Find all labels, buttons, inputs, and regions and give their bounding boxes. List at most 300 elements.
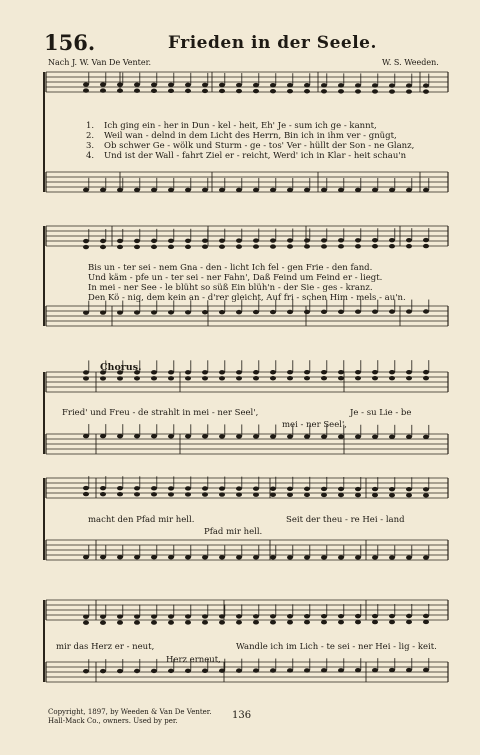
note-head — [134, 492, 140, 496]
note-head — [117, 669, 123, 673]
note-head — [406, 435, 412, 439]
note-head — [83, 376, 89, 380]
note-head — [423, 614, 429, 618]
note-head — [134, 486, 140, 490]
note-head — [168, 486, 174, 490]
note-head — [253, 376, 259, 380]
note-head — [321, 555, 327, 559]
note-head — [202, 370, 208, 374]
note-head — [117, 434, 123, 438]
note-head — [134, 239, 140, 243]
note-head — [372, 83, 378, 87]
note-head — [423, 620, 429, 624]
note-head — [355, 555, 361, 559]
note-head — [134, 188, 140, 192]
note-head — [372, 487, 378, 491]
note-head — [168, 492, 174, 496]
note-head — [151, 370, 157, 374]
note-head — [287, 83, 293, 87]
note-head — [151, 620, 157, 624]
note-head — [406, 620, 412, 624]
note-head — [134, 245, 140, 249]
note-head — [100, 310, 106, 314]
note-head — [134, 620, 140, 624]
note-head — [83, 486, 89, 490]
note-head — [287, 310, 293, 314]
note-head — [304, 376, 310, 380]
note-head — [338, 83, 344, 87]
note-head — [236, 555, 242, 559]
note-head — [304, 188, 310, 192]
note-head — [304, 434, 310, 438]
lyricist-credit: Nach J. W. Van De Venter. — [48, 58, 152, 67]
note-head — [83, 555, 89, 559]
verse-4-line-2: Den Kö - nig, dem kein an - d'rer gleicht, Auf fri - schen Him - mels - au'n. — [88, 293, 406, 303]
note-head — [321, 493, 327, 497]
note-head — [406, 83, 412, 87]
note-head — [219, 244, 225, 248]
note-head — [168, 188, 174, 192]
note-head — [151, 486, 157, 490]
note-head — [185, 434, 191, 438]
note-head — [338, 89, 344, 93]
note-head — [168, 83, 174, 87]
chorus-line-2b: Seit der theu - re Hei - land — [286, 515, 405, 525]
note-head — [219, 486, 225, 490]
note-head — [253, 244, 259, 248]
note-head — [270, 89, 276, 93]
note-head — [355, 620, 361, 624]
note-head — [117, 88, 123, 92]
note-head — [236, 376, 242, 380]
note-head — [236, 310, 242, 314]
note-head — [372, 555, 378, 559]
note-head — [270, 434, 276, 438]
note-head — [202, 434, 208, 438]
note-head — [253, 188, 259, 192]
note-head — [202, 620, 208, 624]
note-head — [253, 434, 259, 438]
note-head — [100, 555, 106, 559]
note-head — [287, 493, 293, 497]
note-head — [253, 614, 259, 618]
note-head — [134, 614, 140, 618]
note-head — [355, 188, 361, 192]
note-head — [355, 493, 361, 497]
note-head — [270, 244, 276, 248]
note-head — [83, 669, 89, 673]
note-head — [304, 620, 310, 624]
note-head — [423, 309, 429, 313]
note-head — [134, 310, 140, 314]
note-head — [389, 188, 395, 192]
note-head — [406, 238, 412, 242]
note-head — [321, 487, 327, 491]
note-head — [406, 309, 412, 313]
note-head — [321, 238, 327, 242]
chorus-line-3: mir das Herz er - neut, — [56, 642, 155, 652]
note-head — [202, 486, 208, 490]
note-head — [134, 89, 140, 93]
note-head — [185, 310, 191, 314]
note-head — [338, 376, 344, 380]
note-head — [151, 310, 157, 314]
note-head — [304, 370, 310, 374]
note-head — [100, 245, 106, 249]
note-head — [134, 669, 140, 673]
note-head — [338, 188, 344, 192]
note-head — [406, 370, 412, 374]
note-head — [151, 669, 157, 673]
note-head — [185, 370, 191, 374]
note-head — [185, 83, 191, 87]
note-head — [304, 614, 310, 618]
hymn-title: Frieden in der Seele. — [168, 33, 377, 53]
note-head — [338, 434, 344, 438]
note-head — [100, 620, 106, 624]
note-head — [270, 487, 276, 491]
note-head — [372, 244, 378, 248]
note-head — [236, 668, 242, 672]
note-head — [236, 492, 242, 496]
note-head — [287, 614, 293, 618]
note-head — [253, 555, 259, 559]
note-head — [202, 669, 208, 673]
note-head — [389, 83, 395, 87]
note-head — [134, 555, 140, 559]
note-head — [321, 668, 327, 672]
note-head — [117, 614, 123, 618]
note-head — [321, 376, 327, 380]
note-head — [83, 620, 89, 624]
note-head — [236, 370, 242, 374]
note-head — [423, 83, 429, 87]
note-head — [168, 89, 174, 93]
note-head — [185, 492, 191, 496]
note-head — [168, 555, 174, 559]
note-head — [83, 370, 89, 374]
note-head — [219, 620, 225, 624]
note-head — [389, 244, 395, 248]
note-head — [151, 555, 157, 559]
note-head — [406, 614, 412, 618]
note-head — [202, 310, 208, 314]
note-head — [270, 83, 276, 87]
note-head — [270, 310, 276, 314]
note-head — [423, 376, 429, 380]
note-head — [253, 238, 259, 242]
note-head — [83, 239, 89, 243]
note-head — [372, 614, 378, 618]
note-head — [355, 376, 361, 380]
note-head — [389, 555, 395, 559]
note-head — [423, 493, 429, 497]
note-head — [117, 492, 123, 496]
note-head — [202, 89, 208, 93]
note-head — [372, 309, 378, 313]
note-head — [423, 370, 429, 374]
note-head — [270, 370, 276, 374]
note-head — [355, 238, 361, 242]
note-head — [100, 669, 106, 673]
note-head — [372, 493, 378, 497]
note-head — [253, 310, 259, 314]
note-head — [117, 245, 123, 249]
note-head — [406, 376, 412, 380]
note-head — [219, 668, 225, 672]
note-head — [236, 238, 242, 242]
note-head — [202, 376, 208, 380]
note-head — [287, 188, 293, 192]
note-head — [219, 310, 225, 314]
note-head — [100, 188, 106, 192]
note-head — [338, 238, 344, 242]
note-head — [287, 370, 293, 374]
note-head — [202, 555, 208, 559]
note-head — [134, 83, 140, 87]
note-head — [304, 555, 310, 559]
note-head — [406, 493, 412, 497]
note-head — [321, 310, 327, 314]
note-head — [321, 370, 327, 374]
verse-3-line-2: In mei - ner See - le blüht so süß Ein blüh'n - der Sie - ges - kranz. — [88, 283, 373, 293]
note-head — [304, 487, 310, 491]
note-head — [321, 188, 327, 192]
hymn-number: 156. — [44, 30, 96, 55]
note-head — [423, 238, 429, 242]
note-head — [151, 434, 157, 438]
note-head — [270, 376, 276, 380]
note-head — [100, 434, 106, 438]
note-head — [338, 614, 344, 618]
note-head — [406, 668, 412, 672]
note-head — [151, 188, 157, 192]
note-head — [304, 310, 310, 314]
note-head — [406, 555, 412, 559]
verse-number-4: 4. — [86, 151, 95, 161]
page-number: 136 — [232, 710, 252, 721]
note-head — [389, 376, 395, 380]
verse-number-2: 2. — [86, 131, 95, 141]
chorus-line-3b: Wandle ich im Lich - te sei - ner Hei - lig - keit. — [236, 642, 437, 652]
note-head — [270, 238, 276, 242]
note-head — [83, 82, 89, 86]
note-head — [236, 486, 242, 490]
note-head — [423, 668, 429, 672]
note-head — [100, 376, 106, 380]
note-head — [372, 238, 378, 242]
note-head — [355, 83, 361, 87]
note-head — [423, 244, 429, 248]
note-head — [168, 239, 174, 243]
note-head — [168, 614, 174, 618]
note-head — [338, 310, 344, 314]
note-head — [202, 188, 208, 192]
note-head — [219, 83, 225, 87]
note-head — [100, 82, 106, 86]
verse-4-line-1: Und ist der Wall - fahrt Ziel er - reicht, Werd' ich in Klar - heit schau'n — [104, 151, 407, 161]
note-head — [338, 555, 344, 559]
chorus-echo-1: mei - ner Seel', — [282, 420, 347, 430]
note-head — [389, 668, 395, 672]
note-head — [389, 435, 395, 439]
note-head — [270, 188, 276, 192]
note-head — [219, 614, 225, 618]
note-head — [185, 376, 191, 380]
note-head — [423, 89, 429, 93]
note-head — [372, 668, 378, 672]
note-head — [406, 487, 412, 491]
chorus-label: Chorus. — [100, 362, 142, 373]
note-head — [355, 244, 361, 248]
note-head — [423, 188, 429, 192]
verse-number-1: 1. — [86, 121, 95, 131]
note-head — [185, 245, 191, 249]
note-head — [236, 244, 242, 248]
note-head — [168, 370, 174, 374]
note-head — [372, 188, 378, 192]
note-head — [219, 376, 225, 380]
copyright-notice: Copyright, 1897, by Weeden & Van De Venter. Hall-Mack Co., owners. Used by per. — [48, 708, 212, 725]
note-head — [321, 83, 327, 87]
note-head — [185, 620, 191, 624]
note-head — [287, 620, 293, 624]
note-head — [270, 614, 276, 618]
note-head — [202, 245, 208, 249]
note-head — [185, 486, 191, 490]
note-head — [185, 89, 191, 93]
chorus-line-1: Fried' und Freu - de strahlt in mei - ner Seel', — [62, 408, 259, 418]
note-head — [253, 486, 259, 490]
note-head — [287, 668, 293, 672]
note-head — [219, 370, 225, 374]
note-head — [355, 89, 361, 93]
note-head — [338, 370, 344, 374]
note-head — [236, 434, 242, 438]
note-head — [423, 487, 429, 491]
note-head — [83, 492, 89, 496]
note-head — [287, 376, 293, 380]
note-head — [151, 239, 157, 243]
note-head — [355, 614, 361, 618]
chorus-echo-3: Herz erneut, — [166, 655, 221, 665]
note-head — [100, 239, 106, 243]
note-head — [185, 239, 191, 243]
note-head — [406, 188, 412, 192]
note-head — [389, 493, 395, 497]
note-head — [304, 668, 310, 672]
note-head — [151, 492, 157, 496]
note-head — [202, 83, 208, 87]
note-head — [83, 614, 89, 618]
note-head — [83, 310, 89, 314]
note-head — [338, 493, 344, 497]
note-head — [185, 188, 191, 192]
note-head — [236, 620, 242, 624]
note-head — [321, 614, 327, 618]
note-head — [270, 555, 276, 559]
note-head — [321, 244, 327, 248]
note-head — [219, 492, 225, 496]
note-head — [83, 245, 89, 249]
note-head — [168, 434, 174, 438]
note-head — [117, 620, 123, 624]
chorus-echo-2: Pfad mir hell. — [204, 527, 263, 537]
note-head — [372, 620, 378, 624]
note-head — [338, 668, 344, 672]
note-head — [168, 245, 174, 249]
note-head — [406, 244, 412, 248]
chorus-line-1b: Je - su Lie - be — [350, 408, 412, 418]
note-head — [406, 89, 412, 93]
note-head — [287, 434, 293, 438]
note-head — [202, 239, 208, 243]
note-head — [321, 434, 327, 438]
note-head — [389, 238, 395, 242]
note-head — [338, 620, 344, 624]
note-head — [287, 238, 293, 242]
note-head — [355, 435, 361, 439]
composer-credit: W. S. Weeden. — [382, 58, 439, 67]
note-head — [253, 668, 259, 672]
note-head — [355, 487, 361, 491]
note-head — [151, 245, 157, 249]
note-head — [151, 89, 157, 93]
verse-1-line-2: Bis un - ter sei - nem Gna - den - licht Ich fel - gen Frie - den fand. — [88, 263, 373, 273]
note-head — [389, 620, 395, 624]
note-head — [304, 89, 310, 93]
note-head — [100, 88, 106, 92]
note-head — [219, 434, 225, 438]
note-head — [372, 370, 378, 374]
note-head — [168, 376, 174, 380]
note-head — [151, 83, 157, 87]
note-head — [219, 555, 225, 559]
note-head — [236, 614, 242, 618]
note-head — [100, 486, 106, 490]
note-head — [270, 668, 276, 672]
note-head — [117, 486, 123, 490]
note-head — [355, 310, 361, 314]
note-head — [304, 493, 310, 497]
note-head — [338, 244, 344, 248]
note-head — [117, 310, 123, 314]
note-head — [287, 89, 293, 93]
note-head — [83, 188, 89, 192]
note-head — [372, 89, 378, 93]
note-head — [355, 668, 361, 672]
chorus-line-2: macht den Pfad mir hell. — [88, 515, 195, 525]
note-head — [372, 435, 378, 439]
note-head — [236, 89, 242, 93]
note-head — [372, 376, 378, 380]
note-head — [423, 555, 429, 559]
note-head — [100, 492, 106, 496]
note-head — [117, 188, 123, 192]
note-head — [287, 244, 293, 248]
note-head — [389, 309, 395, 313]
note-head — [151, 614, 157, 618]
note-head — [338, 487, 344, 491]
note-head — [321, 89, 327, 93]
note-head — [236, 188, 242, 192]
note-head — [389, 89, 395, 93]
note-head — [423, 435, 429, 439]
note-head — [134, 376, 140, 380]
verse-2-line-1: Weil wan - delnd in dem Licht des Herrn, Bin ich in ihm ver - gnügt, — [104, 131, 397, 141]
note-head — [287, 555, 293, 559]
note-head — [389, 614, 395, 618]
